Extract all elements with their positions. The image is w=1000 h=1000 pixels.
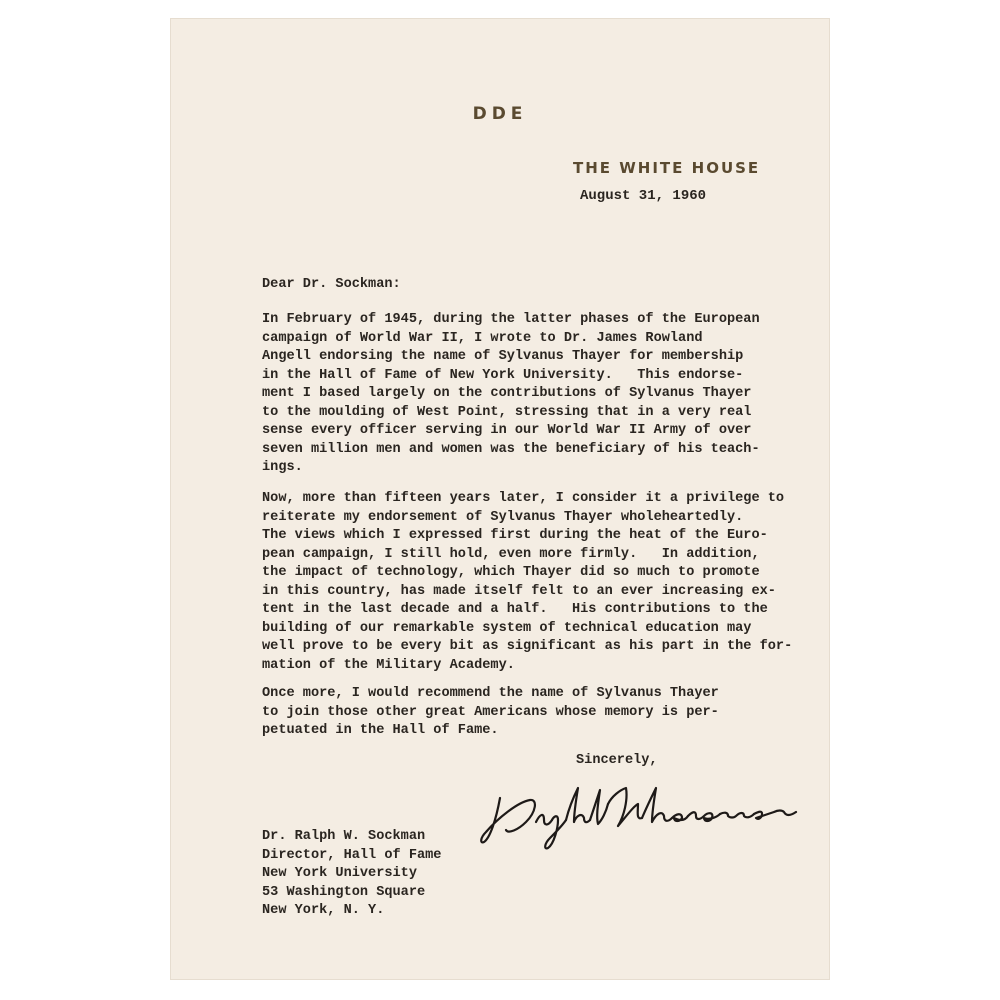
paragraph-line: The views which I expressed first during the heat of the Euro- [262, 528, 768, 543]
paragraph-line: pean campaign, I still hold, even more firmly. In addition, [262, 546, 760, 562]
address-line: Dr. Ralph W. Sockman [262, 829, 426, 844]
letter-date: August 31, 1960 [580, 188, 707, 204]
monogram: DDE [472, 104, 528, 124]
paragraph-line: seven million men and women was the beneficiary of his teach- [262, 441, 760, 457]
paragraph-line: ings. [262, 460, 303, 475]
address-line: 53 Washington Square [262, 884, 426, 900]
paragraph-line: Now, more than fifteen years later, I consider it a privilege to [262, 491, 785, 506]
salutation-line: Dear Dr. Sockman: [262, 277, 401, 292]
address-line: New York, N. Y. [262, 903, 385, 918]
paragraph-line: petuated in the Hall of Fame. [262, 723, 499, 738]
paragraph-line: to join those other great Americans whose memory is per- [262, 704, 719, 720]
paragraph-line: building of our remarkable system of technical education may [262, 620, 752, 636]
paragraph-line: In February of 1945, during the latter phases of the European [262, 312, 760, 327]
paragraph-2 [262, 490, 793, 675]
closing: Sincerely, [576, 753, 658, 768]
paragraph-line: tent in the last decade and a half. His contributions to the [262, 602, 768, 617]
paragraph-3 [262, 685, 782, 741]
paragraph-line: mation of the Military Academy. [262, 657, 515, 673]
paragraph-line: the impact of technology, which Thayer did so much to promote [262, 565, 760, 580]
paragraph-1 [262, 311, 782, 478]
salutation [262, 276, 782, 295]
letter-page [170, 18, 830, 980]
letterhead-title: THE WHITE HOUSE [573, 159, 761, 177]
paragraph-line: in the Hall of Fame of New York University. This endorse- [262, 367, 744, 383]
paragraph-line: campaign of World War II, I wrote to Dr. James Rowland [262, 330, 703, 346]
paragraph-line: sense every officer serving in our World War II Army of over [262, 423, 752, 438]
paragraph-line: reiterate my endorsement of Sylvanus Thayer wholeheartedly. [262, 509, 744, 525]
paragraph-line: ment I based largely on the contributions of Sylvanus Thayer [262, 386, 752, 401]
paragraph-line: well prove to be every bit as significant as his part in the for- [262, 639, 793, 654]
recipient-address [262, 828, 782, 921]
paragraph-line: Angell endorsing the name of Sylvanus Thayer for membership [262, 349, 744, 364]
paragraph-line: in this country, has made itself felt to an ever increasing ex- [262, 583, 776, 599]
address-line: New York University [262, 866, 417, 881]
address-line: Director, Hall of Fame [262, 847, 442, 863]
paragraph-line: to the moulding of West Point, stressing that in a very real [262, 404, 752, 420]
paragraph-line: Once more, I would recommend the name of Sylvanus Thayer [262, 686, 719, 701]
